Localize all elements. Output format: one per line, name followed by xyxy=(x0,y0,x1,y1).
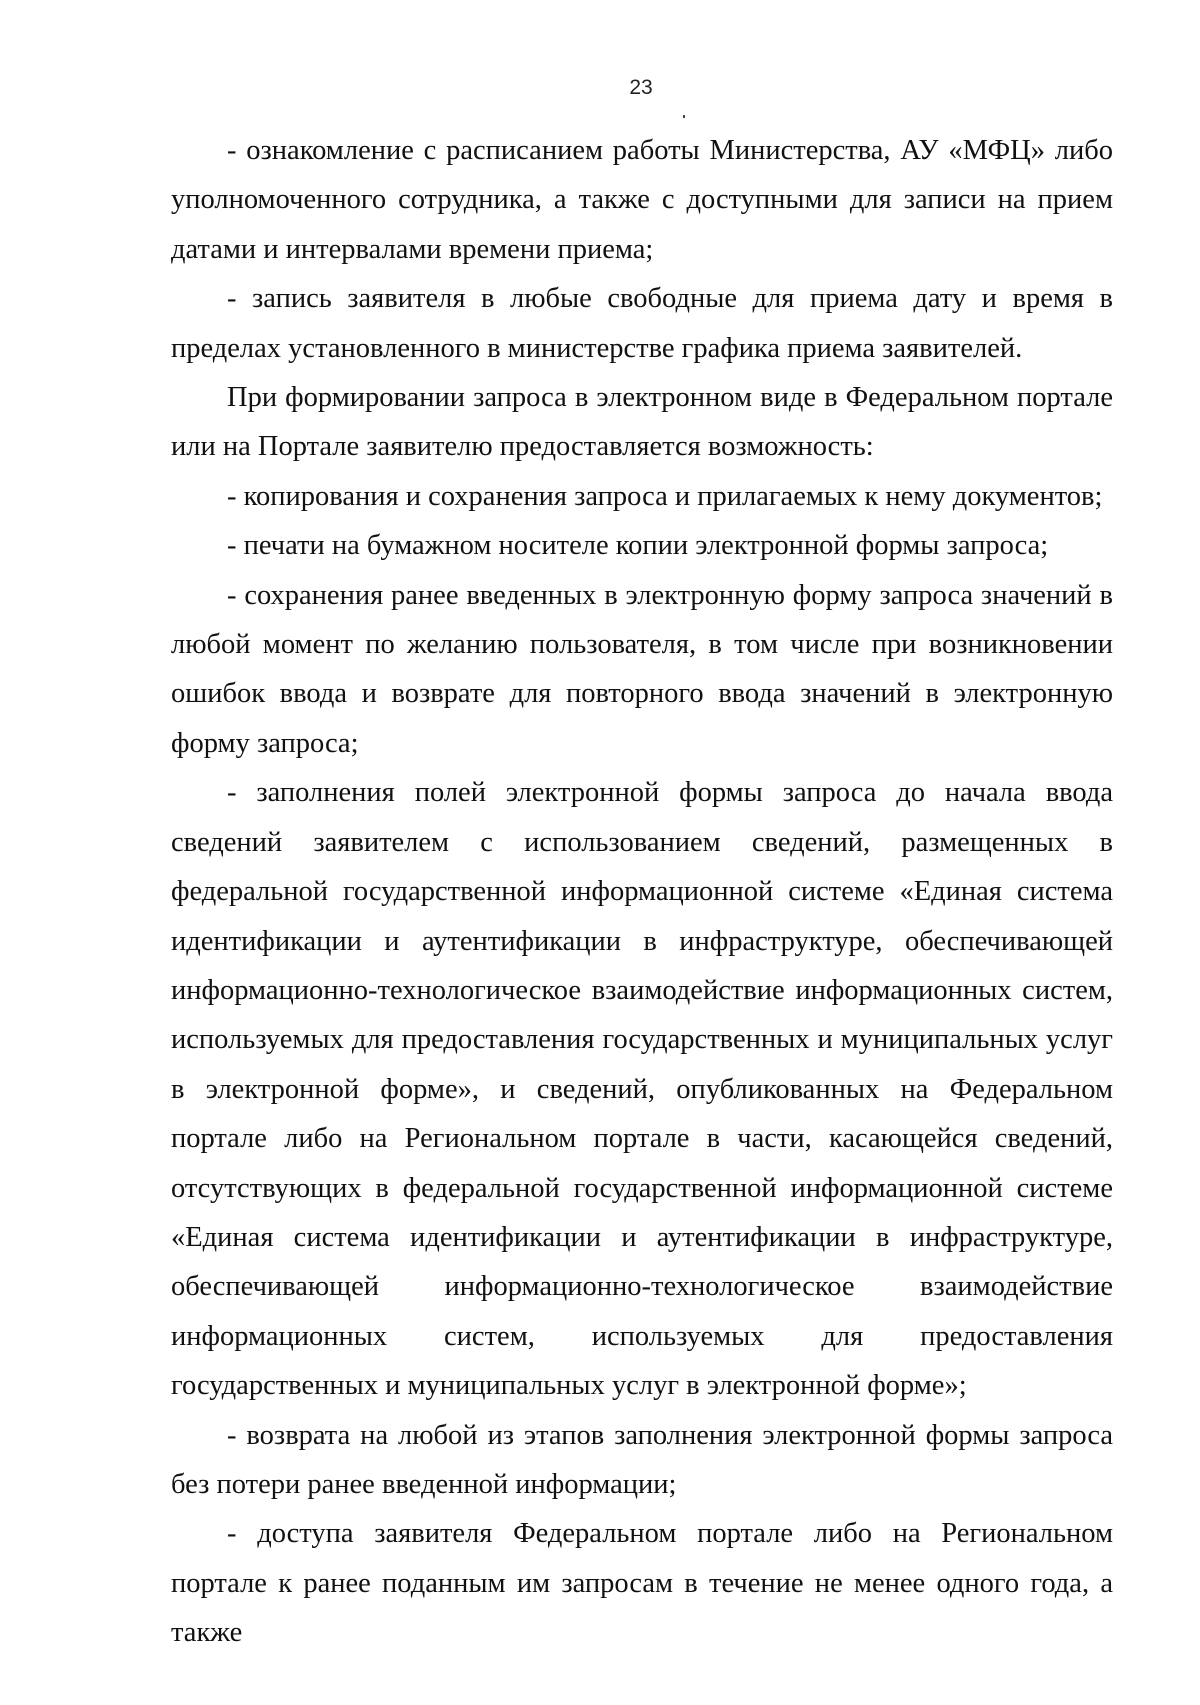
paragraph-return-to-step: - возврата на любой из этапов заполнения электронной формы запроса без потери ранее введенной информации; xyxy=(171,1419,1113,1500)
paragraph-request-forming-intro: При формировании запроса в электронном виде в Федеральном портале или на Портале заявителю предоставляется возможность: xyxy=(171,382,1113,463)
scan-speck xyxy=(683,115,685,118)
paragraph-schedule-review: - ознакомление с расписанием работы Министерства, АУ «МФЦ» либо уполномоченного сотрудника, а также с доступными для записи на прием датами и интервалами времени приема; xyxy=(171,135,1113,265)
page-number: 23 xyxy=(629,76,653,99)
body-text xyxy=(171,126,1113,1658)
paragraph-appointment-booking: - запись заявителя в любые свободные для приема дату и время в пределах установленного в министерстве графика приема заявителей. xyxy=(171,283,1113,364)
paragraph-autofill: - заполнения полей электронной формы запроса до начала ввода сведений заявителем с использованием сведений, размещенных в федеральной государственной информационной системе «Единая система идентификации и аутентификации в инфраструктуре, обеспечивающей информационно-технологическое взаимодействие информационных систем, используемых для предоставления государственных и муниципальных услуг в электронной форме», и сведений, опубликованных на Федеральном портале либо на Региональном портале в части, касающейся сведений, отсутствующих в федеральной государственной информационной системе «Единая система идентификации и аутентификации в инфраструктуре, обеспечивающей информационно-технологическое взаимодействие информационных систем, используемых для предоставления государственных и муниципальных услуг в электронной форме»; xyxy=(171,777,1113,1402)
paragraph-print: - печати на бумажном носителе копии электронной формы запроса; xyxy=(227,530,1049,562)
paragraph-copy-save: - копирования и сохранения запроса и прилагаемых к нему документов; xyxy=(227,480,1103,512)
paragraph-save-values: - сохранения ранее введенных в электронную форму запроса значений в любой момент по желанию пользователя, в том числе при возникновении ошибок ввода и возврате для повторного ввода значений в электронную форму запроса; xyxy=(171,579,1113,759)
paragraph-access-requests: - доступа заявителя Федеральном портале либо на Региональном портале к ранее поданным им запросам в течение не менее одного года, а также xyxy=(171,1518,1113,1649)
